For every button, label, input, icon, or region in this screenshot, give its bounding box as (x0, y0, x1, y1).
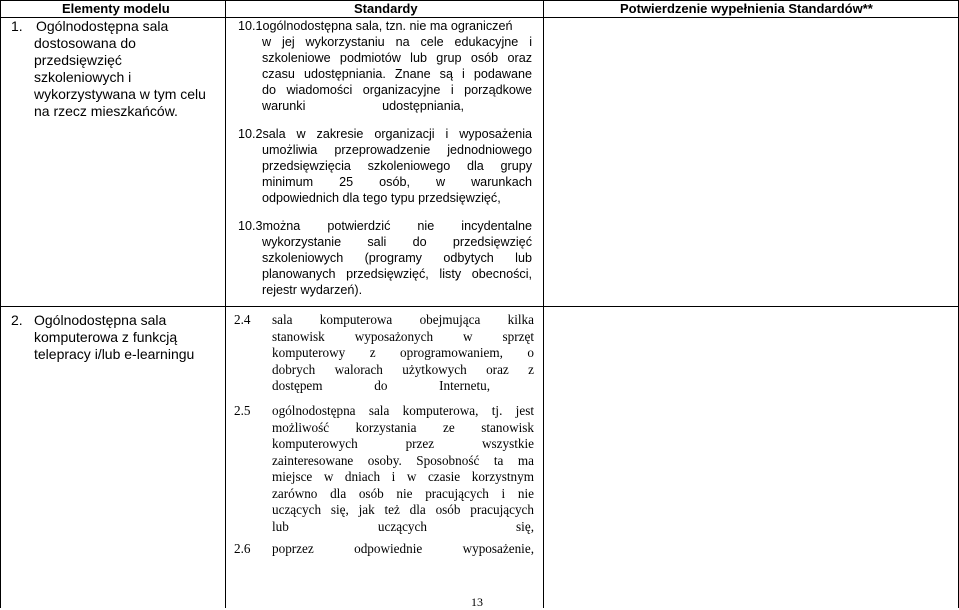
standard-line: zarówno dla osób nie pracujących i nie (272, 485, 534, 501)
standard-line: dobrych walorach użytkowych oraz z (272, 361, 534, 377)
table-left-border (0, 0, 1, 608)
row-1-element-line: dostosowana do (34, 35, 136, 51)
standard-line: wykorzystanie sali do przedsięwzięć (262, 235, 532, 249)
standard-line: komputerowych przez wszystkie (272, 436, 534, 451)
standard-2-5-prefix: 2.5 (234, 403, 251, 418)
standard-line: do wiadomości organizacyjne i porządkowe (262, 83, 532, 97)
row-1-element-line: szkoleniowych i (34, 69, 132, 85)
standard-10-3 (238, 218, 532, 234)
column-divider-1 (225, 0, 226, 608)
standard-10-1 (238, 18, 532, 34)
standard-line: lub uczących się, (272, 518, 534, 534)
standard-line: czasu udostępniania. Znane są i podawane (262, 67, 532, 81)
standard-10-3-body (262, 234, 532, 298)
row-2-element-line: Ogólnodostępna sala (34, 312, 167, 328)
standard-line: dostępem do Internetu, (272, 378, 490, 393)
row-2-element-line: komputerowa z funkcją (34, 329, 178, 345)
standard-line: minimum 25 osób, w warunkach (262, 175, 532, 189)
standard-line: 10.3można potwierdzić nie incydentalne (238, 219, 532, 233)
standard-line: możliwość korzystania ze stanowisk (272, 419, 534, 435)
standard-line: w jej wykorzystaniu na cele edukacyjne i (262, 35, 532, 49)
row-2-element-line: telepracy i/lub e-learningu (34, 346, 195, 362)
row-1-element-line: na rzecz mieszkańców. (34, 103, 178, 119)
standard-line: sala komputerowa obejmująca kilka (272, 312, 534, 327)
standard-line: miejsce w dniach i w czasie korzystnym (272, 469, 534, 484)
standard-line: uczących się, jak też dla osób pracujących (272, 502, 534, 517)
column-divider-2 (543, 0, 544, 608)
row-divider (0, 306, 959, 307)
standard-2-4-prefix: 2.4 (234, 312, 251, 327)
standard-10-2-body (262, 142, 532, 206)
header-potwierdzenie: Potwierdzenie wypełnienia Standardów** (620, 1, 873, 16)
standard-line: zainteresowane osoby. Sposobność ta ma (272, 452, 534, 468)
standard-line: rejestr wydarzeń). (262, 283, 363, 297)
standard-line: przedsięwzięcia szkoleniowego dla grupy (262, 159, 532, 173)
standard-line: poprzez odpowiednie wyposażenie, (272, 541, 534, 556)
standard-line: umożliwia przeprowadzenie jednodniowego (262, 143, 532, 157)
header-standardy: Standardy (354, 1, 418, 16)
row-1-element-line: przedsięwzięć (34, 52, 122, 68)
standard-line: 10.1ogólnodostępna sala, tzn. nie ma ograniczeń (238, 19, 513, 33)
standard-line: szkoleniowych (programy odbytych lub (262, 251, 532, 265)
standard-line: komputerowy z oprogramowaniem, o (272, 345, 534, 360)
row-2-number: 2. (11, 312, 23, 328)
standard-line: warunki udostępniania, (262, 99, 464, 113)
page-number: 13 (471, 595, 483, 609)
standard-line: odpowiednich dla tego typu przedsięwzięć, (262, 191, 501, 205)
standard-line: planowanych przedsięwzięć, listy obecności, (262, 267, 532, 281)
row-1-element-line: Ogólnodostępna sala (36, 18, 169, 34)
standard-line: stanowisk wyposażonych w sprzęt (272, 328, 534, 344)
row-1-number: 1. (11, 18, 23, 34)
row-1-element-line: wykorzystywana w tym celu (34, 86, 206, 102)
standard-2-6-prefix: 2.6 (234, 541, 251, 556)
standard-line: ogólnodostępna sala komputerowa, tj. jest (272, 403, 534, 418)
standard-10-2 (238, 126, 532, 142)
standard-line: szkoleniowe podmiotów lub grup osób oraz (262, 51, 532, 65)
header-elementy-modelu: Elementy modelu (62, 1, 170, 16)
standard-10-1-body (262, 34, 532, 114)
standard-line: 10.2sala w zakresie organizacji i wyposażenia (238, 127, 532, 141)
